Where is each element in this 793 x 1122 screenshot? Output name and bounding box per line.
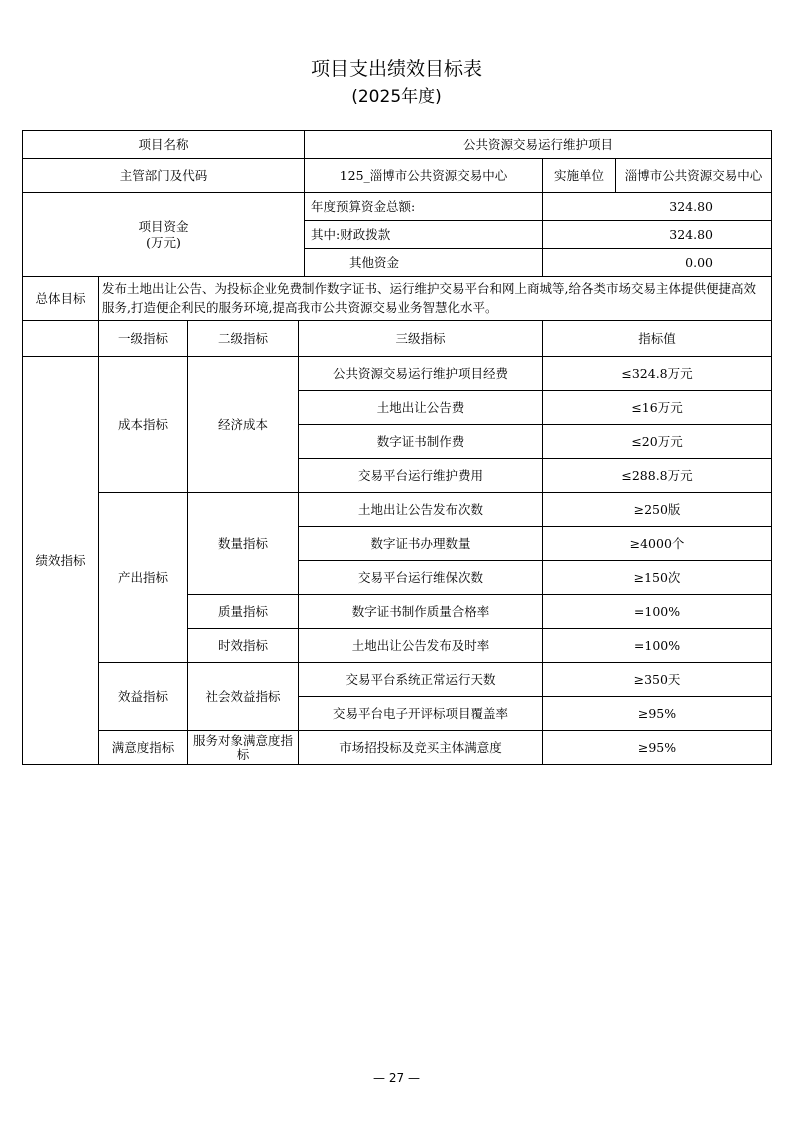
indicator-value: ≤20万元 — [543, 425, 772, 459]
overall-goal-label: 总体目标 — [23, 277, 99, 321]
indicator-name: 交易平台运行维保次数 — [299, 561, 543, 595]
indicator-name: 数字证书办理数量 — [299, 527, 543, 561]
table-row — [23, 663, 772, 697]
dept-value: 125_淄博市公共资源交易中心 — [305, 159, 543, 193]
benefit-indicator: 效益指标 — [99, 663, 188, 731]
indicator-name: 土地出让公告发布及时率 — [299, 629, 543, 663]
satisfaction-indicator: 满意度指标 — [99, 731, 188, 765]
fiscal-funds-label: 其中:财政拨款 — [305, 221, 543, 249]
economic-cost: 经济成本 — [188, 357, 299, 493]
total-funds-value: 324.80 — [543, 193, 772, 221]
impl-value: 淄博市公共资源交易中心 — [616, 159, 772, 193]
project-name-label: 项目名称 — [23, 131, 305, 159]
timeliness-indicator: 时效指标 — [188, 629, 299, 663]
table-row — [23, 731, 772, 765]
indicator-value: ≤16万元 — [543, 391, 772, 425]
table-row — [23, 159, 772, 193]
header-level3: 三级指标 — [299, 321, 543, 357]
page-title: 项目支出绩效目标表 — [310, 58, 482, 80]
indicator-value: ≥350天 — [543, 663, 772, 697]
table-row — [23, 193, 772, 221]
indicator-name: 公共资源交易运行维护项目经费 — [299, 357, 543, 391]
table-row — [23, 321, 772, 357]
indicator-value: ≥250版 — [543, 493, 772, 527]
indicator-name: 交易平台运行维护费用 — [299, 459, 543, 493]
service-satisfaction-indicator: 服务对象满意度指标 — [188, 731, 299, 765]
indicator-name: 土地出让公告费 — [299, 391, 543, 425]
table-row — [23, 131, 772, 159]
indicator-name: 数字证书制作费 — [299, 425, 543, 459]
performance-label: 绩效指标 — [23, 357, 99, 765]
dept-label: 主管部门及代码 — [23, 159, 305, 193]
other-funds-label: 其他资金 — [305, 249, 543, 277]
fiscal-funds-value: 324.80 — [543, 221, 772, 249]
quality-indicator: 质量指标 — [188, 595, 299, 629]
table-row — [23, 493, 772, 527]
performance-target-table — [22, 130, 772, 765]
indicator-name: 交易平台系统正常运行天数 — [299, 663, 543, 697]
header-value: 指标值 — [543, 321, 772, 357]
header-blank — [23, 321, 99, 357]
quantity-indicator: 数量指标 — [188, 493, 299, 595]
impl-label: 实施单位 — [543, 159, 616, 193]
social-benefit-indicator: 社会效益指标 — [188, 663, 299, 731]
indicator-value: ≥150次 — [543, 561, 772, 595]
funds-label-text: 项目资金 — [138, 218, 189, 234]
funds-unit-text: (万元) — [146, 234, 181, 250]
page-subtitle: (2025年度) — [351, 87, 442, 107]
indicator-value: ≤288.8万元 — [543, 459, 772, 493]
indicator-value: =100% — [543, 595, 772, 629]
funds-label — [23, 193, 305, 277]
page-number: — 27 — — [373, 1071, 420, 1085]
output-indicator: 产出指标 — [99, 493, 188, 663]
overall-goal-text: 发布土地出让公告、为投标企业免费制作数字证书、运行维护交易平台和网上商城等,给各类市场交易主体提供便捷高效服务,打造便企利民的服务环境,提高我市公共资源交易业务智慧化水平。 — [99, 277, 772, 321]
indicator-name: 数字证书制作质量合格率 — [299, 595, 543, 629]
indicator-name: 土地出让公告发布次数 — [299, 493, 543, 527]
cost-indicator: 成本指标 — [99, 357, 188, 493]
indicator-value: ≥4000个 — [543, 527, 772, 561]
indicator-name: 交易平台电子开评标项目覆盖率 — [299, 697, 543, 731]
total-funds-label: 年度预算资金总额: — [305, 193, 543, 221]
table-row — [23, 357, 772, 391]
other-funds-value: 0.00 — [543, 249, 772, 277]
indicator-name: 市场招投标及竞买主体满意度 — [299, 731, 543, 765]
table-row — [23, 277, 772, 321]
indicator-value: ≤324.8万元 — [543, 357, 772, 391]
indicator-value: =100% — [543, 629, 772, 663]
indicator-value: ≥95% — [543, 697, 772, 731]
indicator-value: ≥95% — [543, 731, 772, 765]
header-level1: 一级指标 — [99, 321, 188, 357]
project-name-value: 公共资源交易运行维护项目 — [305, 131, 772, 159]
header-level2: 二级指标 — [188, 321, 299, 357]
